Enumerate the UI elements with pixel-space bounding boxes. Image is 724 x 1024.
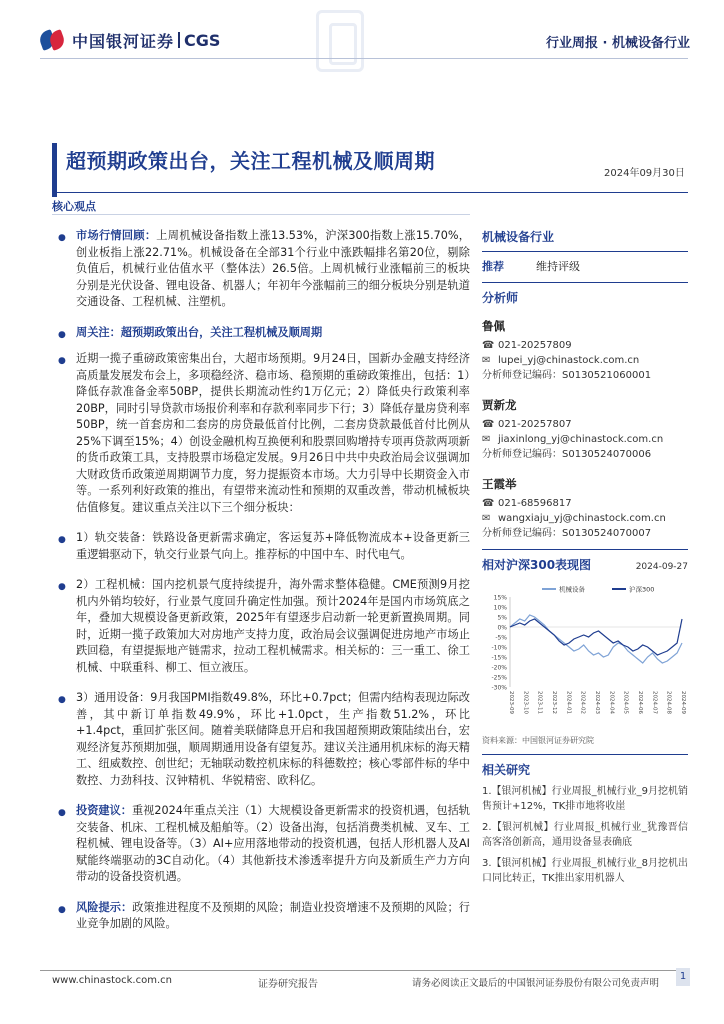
y-tick-label: 15% — [493, 594, 507, 602]
report-type: 行业周报 · 机械设备行业 — [546, 36, 690, 51]
main-column — [52, 228, 470, 947]
market-review-paragraph — [52, 228, 470, 311]
phone-icon: ☎ — [482, 498, 495, 509]
x-tick-label: 2023-12 — [551, 691, 557, 714]
analyst-email[interactable]: lupei_yj@chinastock.com.cn — [498, 355, 640, 366]
relative-performance-chart — [482, 583, 688, 733]
title-divider — [52, 192, 688, 193]
x-tick-label: 2024-04 — [608, 691, 615, 714]
chart-source: 资料来源：中国银河证券研究院 — [482, 736, 594, 745]
page-header — [0, 0, 724, 80]
analyst-block — [482, 397, 688, 462]
weekly-focus-text: 周关注：超预期政策出台，关注工程机械及顺周期 — [76, 325, 323, 339]
related-title: 相关研究 — [482, 763, 531, 777]
y-tick-label: 10% — [493, 604, 507, 612]
investment-keyword: 投资建议： — [76, 804, 132, 817]
industry-title: 机械设备行业 — [482, 230, 555, 244]
bullet-icon: ● — [58, 808, 66, 818]
analyst-email-row — [482, 353, 688, 368]
chart-title: 相对沪深300表现图 — [482, 558, 592, 572]
x-tick-label: 2024-06 — [637, 691, 643, 714]
x-tick-label: 2024-02 — [579, 691, 586, 714]
analyst-block — [482, 476, 688, 541]
bullet-icon: ● — [58, 356, 66, 366]
legend-label: 沪深300 — [629, 585, 655, 594]
report-title: 超预期政策出台，关注工程机械及顺周期 — [66, 149, 435, 173]
brand-name-en: CGS — [184, 30, 221, 50]
market-review-keyword: 市场行情回顾： — [76, 229, 157, 242]
y-tick-label: -5% — [495, 634, 507, 642]
analyst-title: 分析师 — [482, 291, 519, 305]
construction-paragraph — [52, 577, 470, 676]
brand-logo — [40, 28, 220, 52]
legend-label: 机械设备 — [559, 585, 585, 594]
related-report-item[interactable]: 2.【银河机械】行业周报_机械行业_犹豫晋信高客洛创新高，通用设备显表确底 — [482, 822, 688, 848]
related-report-item[interactable]: 3.【银河机械】行业周报_机械行业_8月挖机出口同比转正，TK推出家用机器人 — [482, 858, 688, 884]
rating-value: 维持评级 — [536, 260, 580, 273]
analyst-cert: 分析师登记编码：S0130524070007 — [482, 528, 652, 539]
rail-paragraph — [52, 530, 470, 563]
x-tick-label: 2024-07 — [651, 691, 658, 714]
analyst-phone: 021-20257807 — [498, 419, 572, 430]
policy-text: 近期一揽子重磅政策密集出台，大超市场预期。9月24日，国新办金融支持经济高质量发展发布会上，多项稳经济、稳市场、稳预期的重磅政策推出，包括：1）降低存款准备金率50BP，提供长期流动性约1万亿元；2）降低央行政策利率20BP，同时引导贷款市场报价利率和存款利率同步下行；3）降低存量房贷利率50BP，统一首套房和二套房的房贷最低首付比例，二套房贷款最低首付比例从25%下调至15%；4）创设金融机构互换便利和股票回购增持专项再贷款两项新的货币政策工具，支持股票市场稳定发展。9月26日中共中央政治局会议强调加大财政货币政策逆周期调节力度，努力提振资本市场。大力引导中长期资金入市等。一系列利好政策的推出，有望带来流动性和预期的双重改善，带动机械板块估值修复。建议重点关注以下三个细分板块： — [76, 352, 470, 514]
analyst-name: 贾新龙 — [482, 398, 517, 412]
analyst-email-row — [482, 511, 688, 526]
bullet-icon: ● — [58, 233, 66, 243]
y-tick-label: -15% — [491, 654, 507, 662]
general-equipment-paragraph — [52, 690, 470, 789]
footer-divider — [40, 970, 684, 971]
analyst-name: 王霞举 — [482, 477, 517, 491]
cgs-logo-icon — [40, 29, 66, 51]
x-tick-label: 2024-01 — [565, 691, 572, 714]
weekly-focus-heading — [52, 325, 470, 342]
x-tick-label: 2024-09 — [680, 691, 686, 714]
analyst-phone: 021-20257809 — [498, 340, 572, 351]
footer-disclaimer: 请务必阅读正文最后的中国银河证券股份有限公司免责声明 — [412, 978, 660, 989]
analyst-block — [482, 318, 688, 383]
sidebar-divider — [482, 754, 688, 755]
construction-text: 2）工程机械：国内挖机景气度持续提升，海外需求整体稳健。CME预测9月挖机内外销均较好，行业景气度回升确定性加强。预计2024年是国内市场筑底之年，叠加大规模设备更新政策，2025年有望逐步启动新一轮更新置换周期。同时，近期一揽子政策加大对房地产支持力度，政治局会议强调促进房地产市场止跌回稳，有望提振地产链需求，拉动工程机械需求。相关标的：三一重工、徐工机械、中联重科、柳工、恒立液压。 — [76, 578, 470, 674]
analyst-phone-row — [482, 338, 688, 353]
market-review-text: 上周机械设备指数上涨13.53%，沪深300指数上涨15.70%，创业板指上涨22.71%。机械设备在全部31个行业中涨跌幅排名第20位，剔除负值后，机械行业估值水平（整体法）26.5倍。上周机械行业涨幅前三的板块分别是光伏设备、锂电设备、机器人；年初年今涨幅前三的细分板块分别是轨道交通设备、工程机械、注塑机。 — [76, 229, 470, 308]
chart-header — [482, 556, 688, 579]
brand-name-cn: 中国银河证券 — [72, 31, 175, 51]
investment-text: 重视2024年重点关注（1）大规模设备更新需求的投资机遇，包括轨交装备、机床、工程机械及船舶等。（2）设备出海，包括消费类机械、叉车、工程机械、锂电设备等。（3）AI+应用落地带动的投资机遇，包括人形机器人及AI赋能终端驱动的3C自动化。（4）其他新技术渗透率提升方向及新质生产力方向带动的设备投资机遇。 — [76, 804, 470, 883]
analyst-cert: 分析师登记编码：S0130524070006 — [482, 449, 652, 460]
sidebar-divider — [482, 282, 688, 283]
y-tick-label: -25% — [491, 674, 507, 682]
risk-text: 政策推进程度不及预期的风险；制造业投资增速不及预期的风险；行业竞争加剧的风险。 — [76, 900, 470, 930]
chart-svg — [482, 583, 688, 733]
sidebar — [482, 228, 688, 892]
phone-icon: ☎ — [482, 419, 495, 430]
header-divider — [40, 58, 688, 59]
email-icon: ✉ — [482, 355, 491, 366]
core-view-label: 核心观点 — [52, 200, 96, 213]
y-tick-label: 0% — [497, 624, 507, 632]
sidebar-divider — [482, 549, 688, 550]
analyst-phone: 021-68596817 — [498, 498, 572, 509]
email-icon: ✉ — [482, 434, 491, 445]
y-tick-label: 5% — [497, 614, 507, 622]
phone-icon: ☎ — [482, 340, 495, 351]
series-line-0 — [510, 615, 682, 663]
analyst-name: 鲁佩 — [482, 319, 505, 333]
bullet-icon: ● — [58, 904, 66, 915]
analyst-cert: 分析师登记编码：S0130521060001 — [482, 370, 652, 381]
core-view-divider — [52, 214, 470, 215]
series-line-1 — [510, 619, 682, 655]
x-tick-label: 2024-08 — [665, 691, 672, 714]
related-report-item[interactable]: 1.【银河机械】行业周报_机械行业_9月挖机销售预计+12%，TK排市地将收崖 — [482, 786, 688, 812]
watermark-logo — [316, 10, 364, 72]
rating-row — [482, 258, 688, 274]
brand-divider — [178, 32, 180, 48]
risk-paragraph — [52, 900, 470, 933]
analyst-email-row — [482, 432, 688, 447]
investment-paragraph — [52, 803, 470, 886]
report-date: 2024年09月30日 — [604, 168, 685, 179]
footer-url[interactable]: www.chinastock.com.cn — [52, 975, 172, 986]
bullet-icon: ● — [58, 535, 66, 545]
general-equipment-text: 3）通用设备：9月我国PMI指数49.8%，环比+0.7pct；但需内结构表现边际改善，其中新订单指数49.9%，环比+1.0pct，生产指数51.2%，环比+1.4pct，重回扩张区间。随着美联储降息开启和我国超预期政策陆续出台，宏观经济复苏预期加强，顺周期通用设备有望复苏。建议关注通用机床标的海天精工、纽威数控、创世纪；无轴联动数控机床标的科德数控；核心零部件标的华中数控、力劲科技、汉钟精机、华锐精密、欧科亿。 — [76, 691, 470, 787]
x-tick-label: 2023-11 — [536, 691, 543, 714]
policy-paragraph — [52, 351, 470, 516]
bullet-icon: ● — [58, 582, 66, 592]
analyst-phone-row — [482, 417, 688, 432]
sidebar-divider — [482, 251, 688, 252]
analyst-email[interactable]: wangxiaju_yj@chinastock.com.cn — [498, 513, 666, 524]
rating-label: 推荐 — [482, 260, 504, 273]
x-tick-label: 2024-03 — [594, 691, 600, 714]
y-tick-label: -10% — [491, 644, 507, 652]
y-tick-label: -20% — [491, 664, 507, 672]
bullet-icon: ● — [58, 695, 66, 705]
page-number: 1 — [676, 968, 690, 986]
x-tick-label: 2023-09 — [508, 691, 514, 714]
analyst-phone-row — [482, 496, 688, 511]
bullet-icon: ● — [58, 329, 66, 340]
email-icon: ✉ — [482, 513, 491, 524]
x-tick-label: 2024-05 — [622, 691, 629, 714]
y-tick-label: -30% — [491, 684, 507, 692]
risk-keyword: 风险提示： — [76, 900, 133, 914]
footer-center: 证券研究报告 — [258, 979, 318, 990]
rail-text: 1）轨交装备：铁路设备更新需求确定，客运复苏+降低物流成本+设备更新三重逻辑驱动下，轨交行业景气向上。推荐标的中国中车、时代电气。 — [76, 531, 470, 561]
x-tick-label: 2023-10 — [522, 691, 529, 714]
analyst-email[interactable]: jiaxinlong_yj@chinastock.com.cn — [498, 434, 664, 445]
chart-date: 2024-09-27 — [635, 562, 688, 572]
title-accent-bar — [52, 143, 57, 197]
